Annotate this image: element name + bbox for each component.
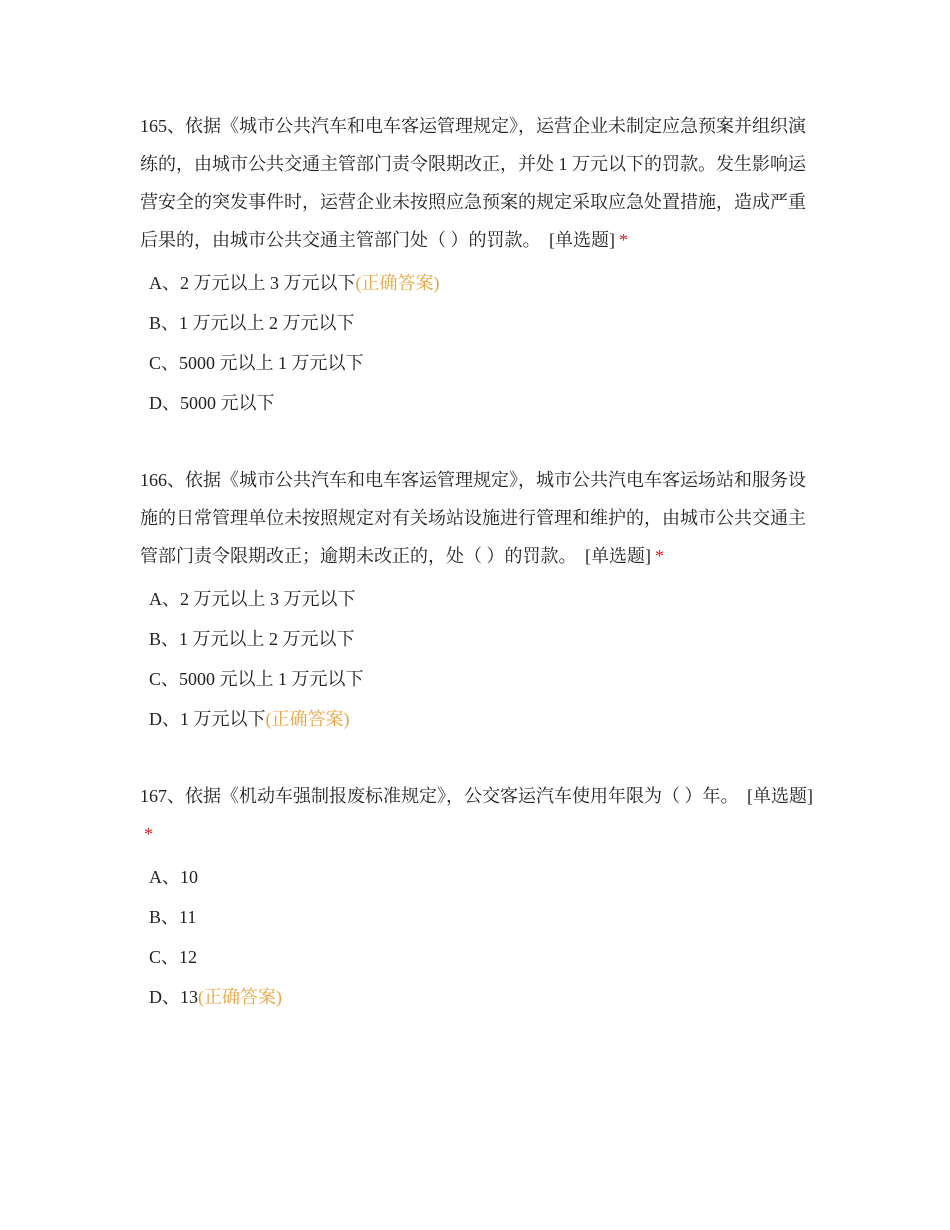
question-167 [140,777,815,1017]
question-text [140,777,815,853]
question-type-label: [单选题] [585,546,651,566]
correct-answer-note: (正确答案) [265,709,350,729]
option-a[interactable] [140,263,815,303]
option-label: C、12 [149,947,198,967]
option-c[interactable] [140,659,815,699]
question-text [140,461,815,575]
question-stem: 165、依据《城市公共汽车和电车客运管理规定》，运营企业未制定应急预案并组织演练的，由城市公共交通主管部门责令限期改正，并处 1 万元以下的罚款。发生影响运营安全的突发事件时，运营企业未按照应急预案的规定采取应急处置措施，造成严重后果的，由城市公共交通主管部门处（ ）的罚款。 [140,116,806,250]
option-b[interactable] [140,619,815,659]
question-stem: 167、依据《机动车强制报废标准规定》，公交客运汽车使用年限为（ ）年。 [140,786,739,806]
option-list [140,263,815,423]
option-d[interactable] [140,699,815,739]
question-list [140,107,815,1017]
question-divider-space [140,423,815,461]
option-a[interactable] [140,579,815,619]
option-label: A、10 [149,867,198,887]
question-stem: 166、依据《城市公共汽车和电车客运管理规定》，城市公共汽电车客运场站和服务设施的日常管理单位未按照规定对有关场站设施进行管理和维护的，由城市公共交通主管部门责令限期改正；逾期未改正的，处（ ）的罚款。 [140,470,806,566]
option-c[interactable] [140,937,815,977]
required-mark: * [144,824,153,844]
option-d[interactable] [140,383,815,423]
required-mark: * [619,230,628,250]
option-b[interactable] [140,897,815,937]
option-label: A、2 万元以上 3 万元以下 [149,589,356,609]
question-166 [140,461,815,739]
option-label: B、1 万元以上 2 万元以下 [149,629,355,649]
option-label: C、5000 元以上 1 万元以下 [149,353,364,373]
option-d[interactable] [140,977,815,1017]
option-label: A、2 万元以上 3 万元以下 [149,273,356,293]
correct-answer-note: (正确答案) [355,273,440,293]
required-mark: * [655,546,664,566]
question-type-label: [单选题] [747,786,813,806]
question-type-label: [单选题] [549,230,615,250]
option-label: B、1 万元以上 2 万元以下 [149,313,355,333]
option-list [140,579,815,739]
option-label: D、1 万元以下 [149,709,266,729]
correct-answer-note: (正确答案) [198,987,282,1007]
question-text [140,107,815,259]
option-a[interactable] [140,857,815,897]
option-label: D、5000 元以下 [149,393,275,413]
question-divider-space [140,739,815,777]
option-list [140,857,815,1017]
option-label: C、5000 元以上 1 万元以下 [149,669,364,689]
option-c[interactable] [140,343,815,383]
question-165 [140,107,815,423]
option-label: D、13 [149,987,198,1007]
option-label: B、11 [149,907,197,927]
option-b[interactable] [140,303,815,343]
